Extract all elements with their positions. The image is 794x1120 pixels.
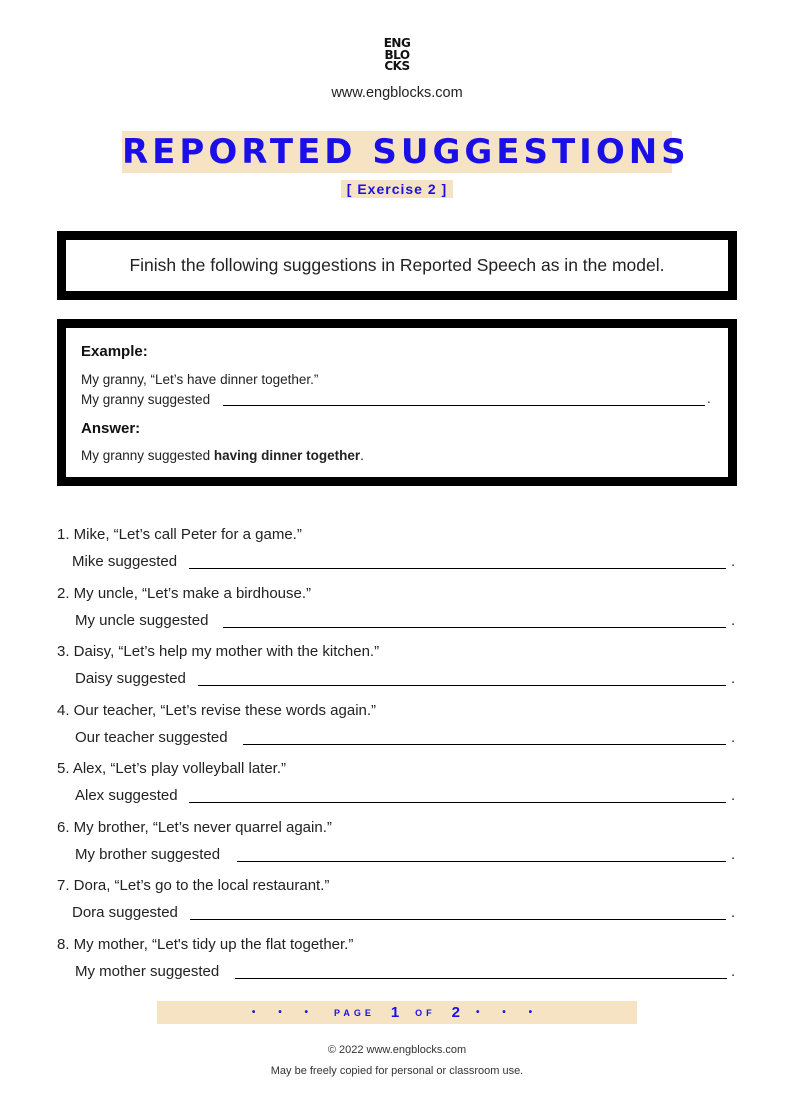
- question-4-answer-line[interactable]: [243, 744, 726, 745]
- question-2-answer-line[interactable]: [223, 627, 726, 628]
- question-5-lead: Alex suggested: [75, 787, 178, 804]
- question-1-answer-line[interactable]: [189, 568, 726, 569]
- pager-page-label: PAGE: [333, 1007, 375, 1018]
- logo-line-2: BLO: [384, 47, 410, 62]
- copyright-notice: © 2022 www.engblocks.com: [327, 1044, 467, 1056]
- question-8-prompt: 8. My mother, “Let's tidy up the flat together.”: [57, 936, 354, 953]
- question-3-lead: Daisy suggested: [75, 670, 186, 687]
- answer-lead: My granny suggested: [81, 448, 211, 463]
- question-7-prompt: 7. Dora, “Let’s go to the local restaurant.”: [57, 877, 330, 894]
- site-url: www.engblocks.com: [331, 85, 463, 101]
- question-8-answer-line[interactable]: [235, 978, 727, 979]
- worksheet-title: REPORTED SUGGESTIONS: [122, 132, 690, 172]
- question-2-prompt: 2. My uncle, “Let’s make a birdhouse.”: [57, 585, 312, 602]
- question-2-period: .: [731, 612, 736, 629]
- question-4-period: .: [731, 729, 736, 746]
- pager-total-pages: 2: [451, 1004, 461, 1021]
- question-7-answer-line[interactable]: [190, 919, 726, 920]
- question-4-lead: Our teacher suggested: [75, 729, 228, 746]
- pager-dots-right: • • •: [476, 1007, 543, 1018]
- example-quote: My granny, “Let’s have dinner together.”: [81, 372, 319, 387]
- answer-heading: Answer:: [81, 420, 141, 437]
- question-5-period: .: [731, 787, 736, 804]
- question-6-period: .: [731, 846, 736, 863]
- license-notice: May be freely copied for personal or classroom use.: [270, 1065, 524, 1077]
- question-3-answer-line[interactable]: [198, 685, 726, 686]
- answer-sentence: [81, 448, 364, 463]
- question-5-answer-line[interactable]: [189, 802, 726, 803]
- instructions-box: [57, 231, 737, 300]
- question-1-lead: Mike suggested: [72, 553, 178, 570]
- question-6-lead: My brother suggested: [75, 846, 221, 863]
- engblocks-logo: [0, 38, 794, 73]
- logo-line-1: ENG: [383, 36, 411, 50]
- question-7-period: .: [731, 904, 736, 921]
- pager-dots-left: • • •: [251, 1007, 318, 1018]
- logo-line-3: CKS: [384, 59, 410, 73]
- exercise-label: [ Exercise 2 ]: [341, 180, 453, 198]
- question-1-period: .: [731, 553, 736, 570]
- question-1-prompt: 1. Mike, “Let’s call Peter for a game.”: [57, 526, 302, 543]
- question-2-lead: My uncle suggested: [75, 612, 209, 629]
- pager-current-page: 1: [390, 1004, 400, 1021]
- example-box: [57, 319, 737, 486]
- question-6-prompt: 6. My brother, “Let’s never quarrel again.”: [57, 819, 332, 836]
- question-8-lead: My mother suggested: [75, 963, 220, 980]
- example-lead: My granny suggested: [81, 392, 211, 407]
- pager-of-label: OF: [415, 1007, 436, 1018]
- answer-period: .: [360, 448, 364, 463]
- example-answer-line: [223, 405, 705, 406]
- question-3-prompt: 3. Daisy, “Let’s help my mother with the kitchen.”: [57, 643, 380, 660]
- question-7-lead: Dora suggested: [72, 904, 178, 921]
- example-period: .: [707, 391, 711, 406]
- question-4-prompt: 4. Our teacher, “Let’s revise these words again.”: [57, 702, 377, 719]
- question-6-answer-line[interactable]: [237, 861, 726, 862]
- example-heading: Example:: [81, 343, 148, 360]
- instructions-text: Finish the following suggestions in Reported Speech as in the model.: [129, 255, 665, 275]
- answer-bold: having dinner together: [213, 448, 361, 463]
- question-8-period: .: [731, 963, 736, 980]
- question-5-prompt: 5. Alex, “Let’s play volleyball later.”: [57, 760, 287, 777]
- page-indicator: [157, 1001, 637, 1024]
- question-3-period: .: [731, 670, 736, 687]
